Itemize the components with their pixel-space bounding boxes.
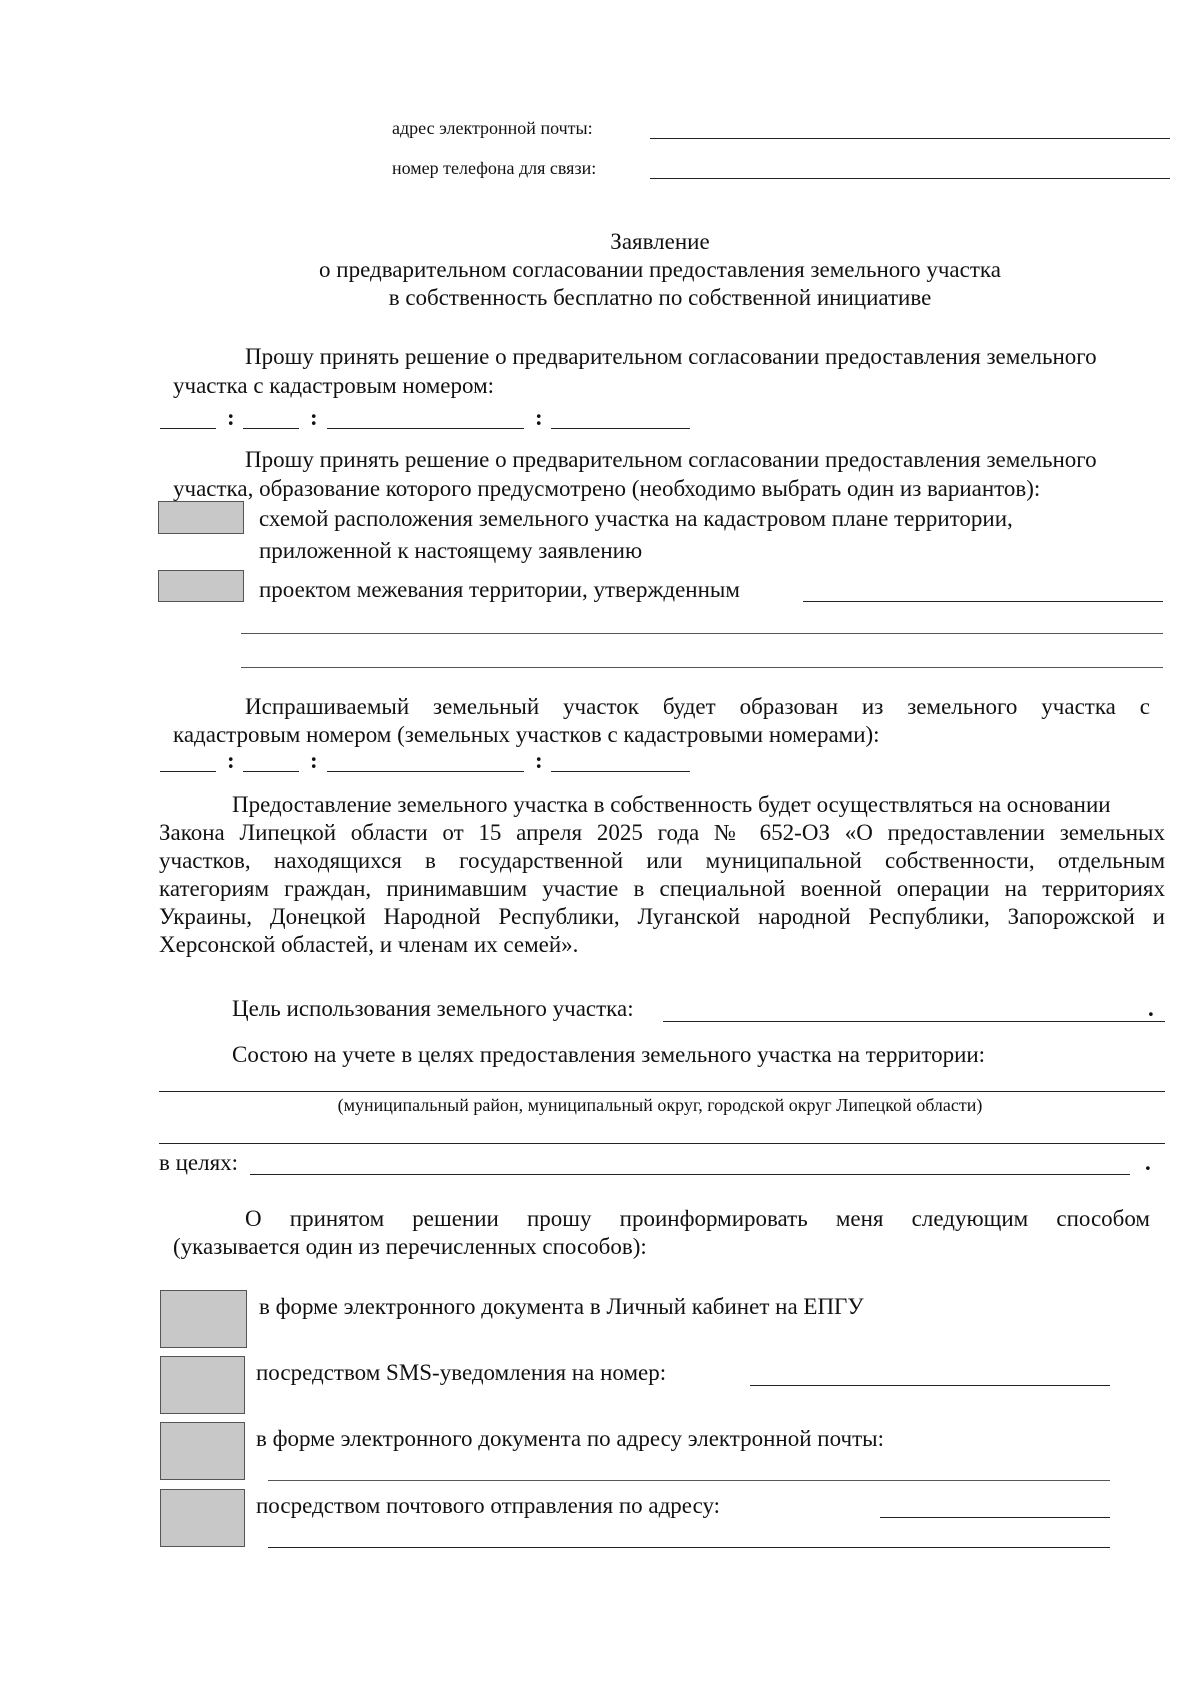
email-field[interactable] <box>650 138 1170 139</box>
phone-field[interactable] <box>650 178 1170 179</box>
notify-post-checkbox[interactable] <box>160 1489 245 1547</box>
option-scheme-line2: приложенной к настоящему заявлению <box>259 538 643 563</box>
notify-email-checkbox[interactable] <box>160 1422 245 1480</box>
registration-hint: (муниципальный район, муниципальный округ, городской округ Липецкой области) <box>337 1095 983 1115</box>
cadastral-part-2[interactable] <box>243 771 299 772</box>
post-address-field-1[interactable] <box>880 1517 1110 1518</box>
notify-sms-label: посредством SMS-уведомления на номер: <box>256 1360 667 1385</box>
legal-basis-line4: категориям граждан, принимавшим участие в специальной военной операции на территориях <box>159 876 1165 901</box>
purpose-field[interactable] <box>663 1021 1165 1022</box>
option-project-label: проектом межевания территории, утвержденным <box>259 577 740 602</box>
aims-dot: . <box>1145 1150 1151 1175</box>
section3-line2: кадастровым номером (земельных участков с кадастровыми номерами): <box>173 722 880 747</box>
cadastral-part-1[interactable] <box>160 428 216 429</box>
cadastral-sep: : <box>310 405 318 430</box>
notify-email-label: в форме электронного документа по адресу электронной почты: <box>256 1426 884 1451</box>
email-label: адрес электронной почты: <box>392 118 593 138</box>
option-scheme-line1: схемой расположения земельного участка на кадастровом плане территории, <box>259 506 1013 531</box>
section1-line2: участка с кадастровым номером: <box>173 373 495 398</box>
legal-basis-line6: Херсонской областей, и членам их семей». <box>159 932 579 957</box>
project-approved-field[interactable] <box>803 601 1163 602</box>
notify-sms-checkbox[interactable] <box>160 1356 245 1414</box>
registration-label: Состою на учете в целях предоставления земельного участка на территории: <box>232 1042 986 1067</box>
section1-line1: Прошу принять решение о предварительном согласовании предоставления земельного <box>245 344 1097 369</box>
option-project-checkbox[interactable] <box>158 570 244 602</box>
cadastral-part-4[interactable] <box>551 428 690 429</box>
aims-field[interactable] <box>250 1174 1130 1175</box>
post-address-field-2[interactable] <box>268 1547 1110 1548</box>
section2-line1: Прошу принять решение о предварительном согласовании предоставления земельного <box>245 447 1097 472</box>
notify-epgu-label: в форме электронного документа в Личный кабинет на ЕПГУ <box>259 1294 864 1319</box>
cadastral-sep: : <box>310 748 318 773</box>
purpose-dot: . <box>1148 996 1154 1021</box>
notify-email-field[interactable] <box>268 1480 1110 1481</box>
cadastral-sep: : <box>227 748 235 773</box>
legal-basis-line5: Украины, Донецкой Народной Республики, Луганской народной Республики, Запорожской и <box>159 904 1165 929</box>
project-details-line-1[interactable] <box>241 633 1163 634</box>
document-title: Заявление <box>610 229 710 254</box>
legal-basis-line3: участков, находящихся в государственной или муниципальной собственности, отдельным <box>159 848 1165 873</box>
section2-line2: участка, образование которого предусмотрено (необходимо выбрать один из вариантов): <box>173 476 1041 501</box>
purpose-label: Цель использования земельного участка: <box>232 996 634 1021</box>
registration-territory-field-2[interactable] <box>159 1143 1165 1144</box>
cadastral-part-1[interactable] <box>160 771 216 772</box>
document-subtitle-line2: в собственность бесплатно по собственной инициативе <box>388 285 932 310</box>
sms-number-field[interactable] <box>750 1385 1110 1386</box>
cadastral-part-4[interactable] <box>551 771 690 772</box>
cadastral-sep: : <box>227 405 235 430</box>
cadastral-part-2[interactable] <box>243 428 299 429</box>
cadastral-part-3[interactable] <box>327 428 524 429</box>
phone-label: номер телефона для связи: <box>392 158 597 178</box>
notify-line1: О принятом решении прошу проинформировать меня следующим способом <box>245 1206 1150 1231</box>
registration-territory-field[interactable] <box>159 1091 1165 1092</box>
cadastral-sep: : <box>535 405 543 430</box>
legal-basis-line2: Закона Липецкой области от 15 апреля 2025 года № 652-ОЗ «О предоставлении земельных <box>159 820 1165 845</box>
cadastral-sep: : <box>535 748 543 773</box>
legal-basis-line1: Предоставление земельного участка в собственность будет осуществляться на основании <box>232 792 1111 817</box>
notify-line2: (указывается один из перечисленных способов): <box>173 1234 647 1259</box>
section3-line1: Испрашиваемый земельный участок будет образован из земельного участка с <box>245 694 1150 719</box>
notify-post-label: посредством почтового отправления по адресу: <box>256 1493 721 1518</box>
cadastral-part-3[interactable] <box>327 771 524 772</box>
aims-label: в целях: <box>159 1150 239 1175</box>
document-subtitle-line1: о предварительном согласовании предоставления земельного участка <box>319 257 1001 282</box>
option-scheme-checkbox[interactable] <box>158 501 244 534</box>
project-details-line-2[interactable] <box>241 667 1163 668</box>
notify-epgu-checkbox[interactable] <box>160 1290 247 1348</box>
